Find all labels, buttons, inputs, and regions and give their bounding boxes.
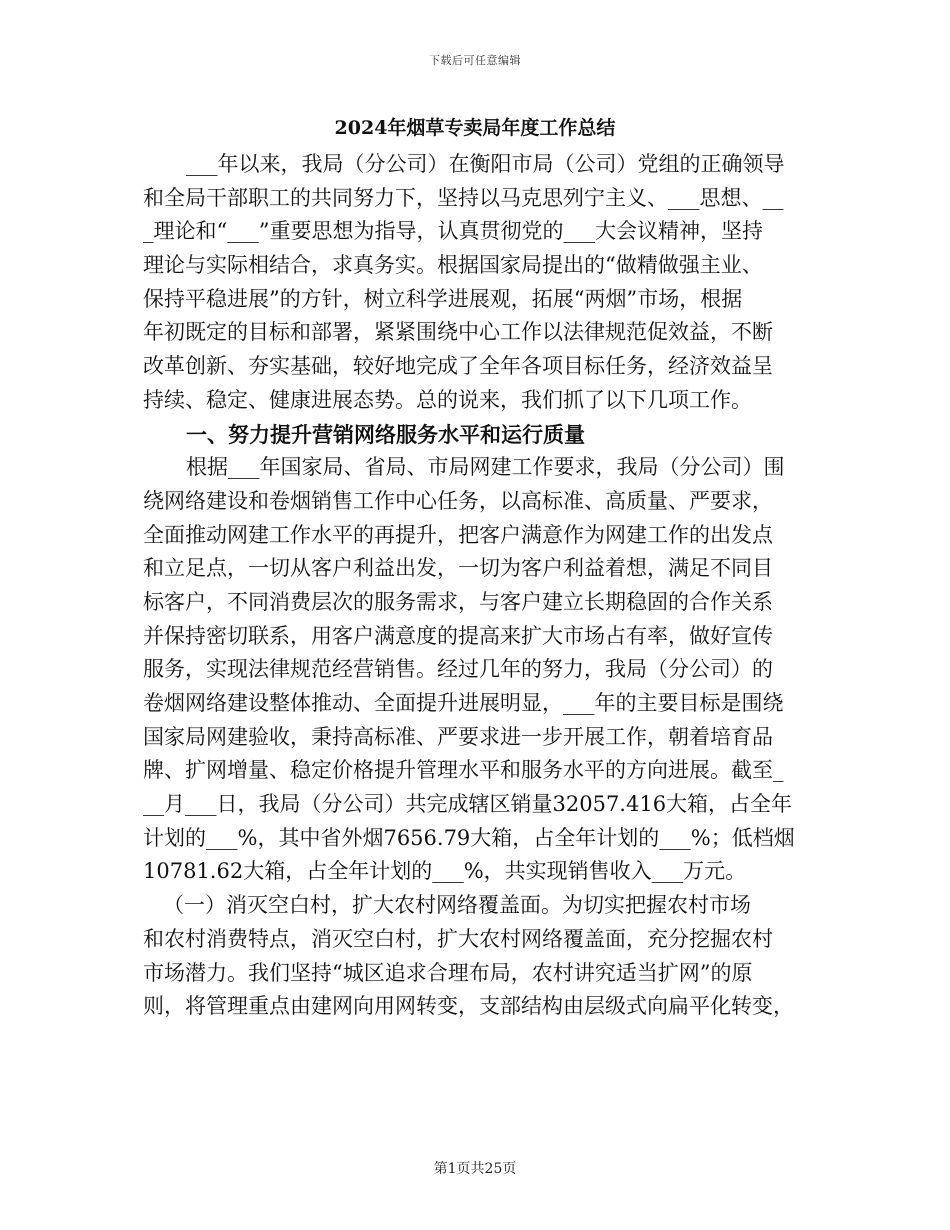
- page-number-footer: 第1页共25页: [433, 1161, 517, 1177]
- body-line: 计划的___%，其中省外烟7656.79大箱，占全年计划的___%；低档烟: [143, 825, 795, 850]
- body-line: 卷烟网络建设整体推动、全面提升进展明显，___年的主要目标是围绕: [143, 691, 784, 715]
- body-line: 和全局干部职工的共同努力下，坚持以马克思列宁主义、___思想、__: [143, 185, 784, 210]
- body-line: 绕网络建设和卷烟销售工作中心任务，以高标准、高质量、严要求，: [143, 488, 773, 513]
- body-line: _理论和“___”重要思想为指导，认真贯彻党的___大会议精神，坚持: [143, 219, 763, 244]
- body-line: 牌、扩网增量、稳定价格提升管理水平和服务水平的方向进展。截至_: [143, 758, 784, 783]
- body-line: 年初既定的目标和部署，紧紧围绕中心工作以法律规范促效益，不断: [143, 320, 773, 345]
- body-line: 则，将管理重点由建网向用网转变，支部结构由层级式向扁平化转变，: [143, 994, 794, 1019]
- section-heading: 一、努力提升营销网络服务水平和运行质量: [186, 421, 585, 447]
- document-body: [143, 148, 813, 1024]
- body-line: 并保持密切联系，用客户满意度的提高来扩大市场占有率，做好宣传: [143, 623, 773, 648]
- body-line: 国家局网建验收，秉持高标准、严要求进一步开展工作，朝着培育品: [143, 724, 773, 749]
- body-line: 市场潜力。我们坚持“城区追求合理布局，农村讲究适当扩网”的原: [143, 960, 753, 985]
- body-line: 和立足点，一切从客户利益出发，一切为客户利益着想，满足不同目: [143, 556, 773, 581]
- body-line: 持续、稳定、健康进展态势。总的说来，我们抓了以下几项工作。: [143, 387, 752, 412]
- body-line: 改革创新、夯实基础，较好地完成了全年各项目标任务，经济效益呈: [143, 354, 773, 379]
- body-line: 10781.62大箱，占全年计划的___%，共实现销售收入___万元。: [143, 859, 747, 884]
- body-line: ___年以来，我局（分公司）在衡阳市局（公司）党组的正确领导: [186, 152, 785, 176]
- body-line: 和农村消费特点，消灭空白村，扩大农村网络覆盖面，充分挖掘农村: [143, 926, 773, 951]
- body-line: 保持平稳进展”的方针，树立科学进展观，拓展“两烟”市场，根据: [143, 286, 743, 311]
- document-title: 2024年烟草专卖局年度工作总结: [334, 117, 616, 139]
- page-header-note: 下载后可任意编辑: [429, 54, 521, 67]
- body-line: 服务，实现法律规范经营销售。经过几年的努力，我局（分公司）的: [143, 657, 773, 682]
- body-line: __月___日，我局（分公司）共完成辖区销量32057.416大箱，占全年: [143, 792, 793, 817]
- body-line: 标客户，不同消费层次的服务需求，与客户建立长期稳固的合作关系: [143, 589, 773, 614]
- body-line: 理论与实际相结合，求真务实。根据国家局提出的“做精做强主业、: [143, 253, 763, 278]
- body-line: 全面推动网建工作水平的再提升，把客户满意作为网建工作的出发点: [143, 522, 773, 547]
- subsection-line: （一）消灭空白村，扩大农村网络覆盖面。为切实把握农村市场: [163, 893, 751, 918]
- body-line: 根据___年国家局、省局、市局网建工作要求，我局（分公司）围: [186, 455, 785, 480]
